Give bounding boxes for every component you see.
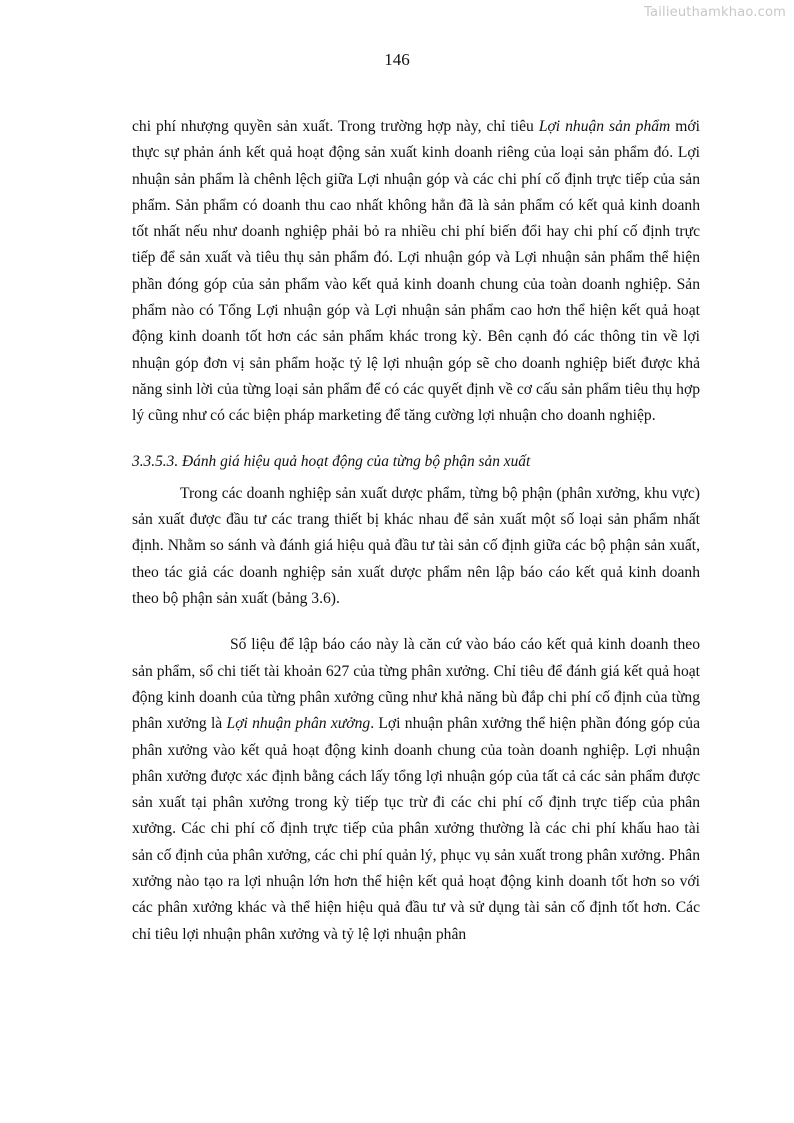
paragraph-1-text-b: mới thực sự phản ánh kết quả hoạt động sản xuất kinh doanh riêng của loại sản phẩm đó. Lợi nhuận sản phẩm là chênh lệch giữa Lợi nhuận góp và các chi phí cố định trực tiếp của sản phẩm. Sản phẩm có doanh thu cao nhất không hẳn đã là sản phẩm có kết quả kinh doanh tốt nhất nếu như doanh nghiệp phải bỏ ra nhiều chi phí biến đổi hay chi phí cố định trực tiếp để sản xuất và tiêu thụ sản phẩm đó. Lợi nhuận góp và Lợi nhuận sản phẩm thể hiện phần đóng góp của sản phẩm vào kết quả kinh doanh chung của toàn doanh nghiệp. Sản phẩm nào có Tổng Lợi nhuận góp và Lợi nhuận sản phẩm cao hơn thể hiện kết quả hoạt động kinh doanh tốt hơn các sản phẩm khác trong kỳ. Bên cạnh đó các thông tin về lợi nhuận góp đơn vị sản phẩm hoặc tỷ lệ lợi nhuận góp sẽ cho doanh nghiệp biết được khả năng sinh lời của từng loại sản phẩm để có các quyết định về cơ cấu sản phẩm tiêu thụ hợp lý cũng như có các biện pháp marketing để tăng cường lợi nhuận cho doanh nghiệp.: [132, 118, 700, 425]
paragraph-3: [132, 632, 700, 948]
paragraph-1: [132, 114, 700, 430]
paragraph-3-text-a: Số liệu để lập báo cáo này là căn cứ vào báo cáo kết quả kinh doanh theo sản phẩm, sổ chi tiết tài khoản 627 của từng phân xưởng. Chỉ tiêu để đánh giá kết quả hoạt động kinh doanh của từng phân xưởng cũng như khả năng bù đắp chi phí cố định của từng phân xưởng là: [132, 636, 700, 733]
document-body: [132, 114, 700, 948]
paragraph-3-text-b: . Lợi nhuận phân xưởng thể hiện phần đóng góp của phân xưởng vào kết quả hoạt động kinh doanh chung của toàn doanh nghiệp. Lợi nhuận phân xưởng được xác định bằng cách lấy tổng lợi nhuận góp của tất cả các sản phẩm được sản xuất tại phân xưởng trong kỳ tiếp tục trừ đi các chi phí cố định trực tiếp của phân xưởng. Các chi phí cố định trực tiếp của phân xưởng thường là các chi phí khấu hao tài sản cố định của phân xưởng, các chi phí quản lý, phục vụ sản xuất trong phân xưởng. Phân xưởng nào tạo ra lợi nhuận lớn hơn thể hiện kết quả hoạt động kinh doanh tốt hơn so với các phân xưởng khác và thể hiện hiệu quả đầu tư và sử dụng tài sản cố định tốt hơn. Các chỉ tiêu lợi nhuận phân xưởng và tỷ lệ lợi nhuận phân: [132, 715, 700, 943]
paragraph-1-text-a: chi phí nhượng quyền sản xuất. Trong trường hợp này, chỉ tiêu: [132, 118, 539, 135]
paragraph-2: Trong các doanh nghiệp sản xuất dược phẩm, từng bộ phận (phân xưởng, khu vực) sản xuất được đầu tư các trang thiết bị khác nhau để sản xuất một số loại sản phẩm nhất định. Nhằm so sánh và đánh giá hiệu quả đầu tư tài sản cố định giữa các bộ phận sản xuất, theo tác giả các doanh nghiệp sản xuất dược phẩm nên lập báo cáo kết quả kinh doanh theo bộ phận sản xuất (bảng 3.6).: [132, 484, 700, 608]
watermark: Tailieuthamkhao.com: [644, 5, 786, 20]
paragraph-3-italic-term: Lợi nhuận phân xưởng: [226, 715, 371, 733]
paragraph-1-italic-term: Lợi nhuận sản phẩm: [538, 118, 671, 135]
section-heading: 3.3.5.3. Đánh giá hiệu quả hoạt động của từng bộ phận sản xuất: [132, 452, 531, 470]
page-number: 146: [384, 50, 410, 69]
